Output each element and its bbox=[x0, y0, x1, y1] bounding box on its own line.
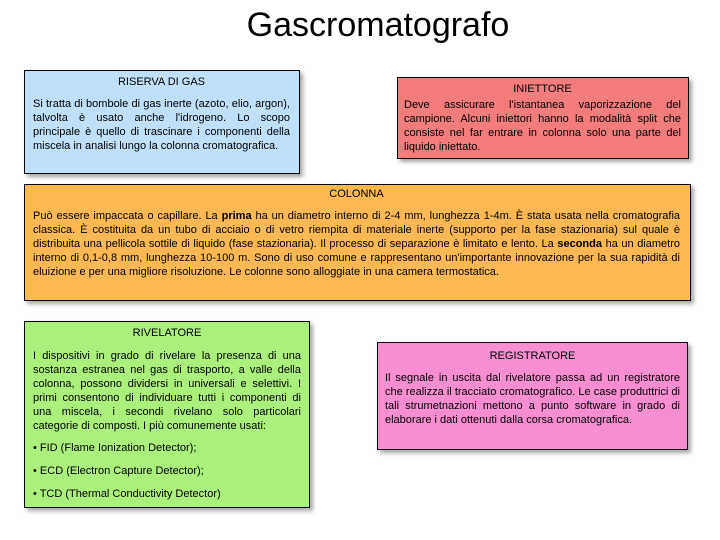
riserva-heading: RISERVA DI GAS bbox=[117, 76, 205, 88]
colonna-text bbox=[33, 209, 680, 279]
riserva-text: Si tratta di bombole di gas inerte (azoto, elio, argon), talvolta è usato anche l'idrogeno. Lo scopo principale è quello di trascinare i componenti della miscela in analisi lungo la colonna cromatografica. bbox=[33, 98, 290, 152]
colonna-text-part-2: ha un diametro interno di 2-4 mm, lunghezza 1-4m. È stata usata nella cromatografia classica. È costituita da un tubo di acciaio o di vetro riempita di materiale inerte (supporto per la fase stazionaria) sul quale è distribuita una pellicola sottile di liquido (fase stazionaria). Il processo di separazione è limitato e lento. La bbox=[33, 210, 681, 250]
registratore-box bbox=[377, 342, 688, 450]
rivelatore-text: I dispositivi in grado di rivelare la presenza di una sostanza estranea nel gas di trasporto, a valle della colonna, possono dividersi in universali e selettivi. I primi consentono di individuare tutti i componenti di una miscela, i secondi rivelano solo particolari categorie di composti. I più comunemente usati: bbox=[33, 350, 301, 432]
colonna-bold-prima: prima bbox=[221, 210, 252, 222]
iniettore-heading: INIETTORE bbox=[513, 83, 572, 95]
colonna-text-part-1: Può essere impaccata o capillare. La bbox=[33, 210, 222, 222]
colonna-bold-seconda: seconda bbox=[557, 238, 602, 250]
list-item: • ECD (Electron Capture Detector); bbox=[33, 465, 204, 477]
colonna-text-part-3: ha un diametro interno di 0,1-0,8 mm, lunghezza 10-100 m. Sono di uso comune e rappresentano un'importante innovazione per la sua rapidità di eluizione e per una migliore risoluzione. Le colonne sono alloggiate in una camera termostatica. bbox=[33, 238, 681, 278]
iniettore-box bbox=[397, 77, 689, 159]
rivelatore-box bbox=[24, 321, 310, 508]
iniettore-text: Deve assicurare l'istantanea vaporizzazione del campione. Alcuni iniettori hanno la modalità split che consiste nel far entrare in colonna solo una parte del liquido iniettato. bbox=[404, 99, 681, 153]
colonna-heading: COLONNA bbox=[329, 188, 384, 200]
rivelatore-heading: RIVELATORE bbox=[132, 327, 202, 339]
list-item: • FID (Flame Ionization Detector); bbox=[33, 442, 197, 454]
registratore-text: Il segnale in uscita dal rivelatore passa ad un registratore che realizza il tracciato cromatografico. Le case produttrici di tali strumetnazioni mettono a punto software in grado di elaborare i dati ottenuti dalla corsa cromatografica. bbox=[385, 372, 680, 426]
detector-list bbox=[33, 441, 301, 501]
riserva-box bbox=[24, 70, 300, 174]
registratore-heading: REGISTRATORE bbox=[489, 350, 576, 362]
list-item: • TCD (Thermal Conductivity Detector) bbox=[33, 488, 221, 500]
page-title: Gascromatografo bbox=[246, 6, 510, 44]
colonna-box bbox=[24, 184, 691, 301]
